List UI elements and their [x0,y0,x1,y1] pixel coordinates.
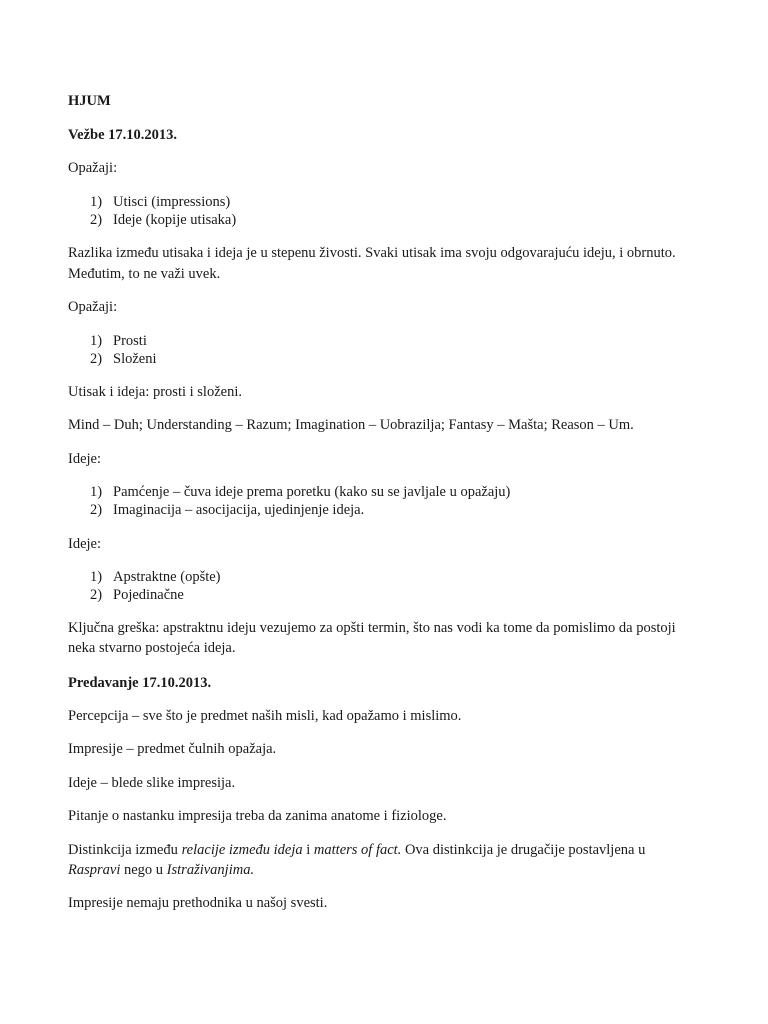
list-text: Apstraktne (opšte) [113,569,221,585]
list-number: 2) [90,587,103,603]
paragraph: Ideje: [68,536,102,552]
list-text: Imaginacija – asocijacija, ujedinjenje ideja. [113,502,365,518]
list-number: 1) [90,569,103,585]
text-run: Distinkcija između [68,842,182,858]
list-item [90,351,157,368]
list-item [90,502,364,519]
list-item [90,569,221,586]
list-number: 2) [90,212,103,228]
section-heading-vezbe: Vežbe 17.10.2013. [68,127,178,143]
paragraph: Razlika između utisaka i ideja je u stepenu živosti. Svaki utisak ima svoju odgovarajuću ideju, i obrnuto. [68,245,676,261]
list-text: Ideje (kopije utisaka) [113,212,237,228]
list-text: Utisci (impressions) [113,194,231,210]
section-heading-predavanje: Predavanje 17.10.2013. [68,675,212,691]
list-item [90,484,510,501]
paragraph: Opažaji: [68,299,118,315]
list-number: 1) [90,194,103,210]
list-item [90,587,184,604]
paragraph: Impresije nemaju prethodnika u našoj svesti. [68,895,328,911]
italic-term: relacije između ideja [181,842,303,858]
paragraph: Mind – Duh; Understanding – Razum; Imagination – Uobrazilja; Fantasy – Mašta; Reason – Um. [68,417,634,433]
list-text: Prosti [113,333,147,349]
list-number: 1) [90,333,103,349]
document-title: HJUM [68,93,111,109]
paragraph: Ideje – blede slike impresija. [68,775,236,791]
paragraph: Utisak i ideja: prosti i složeni. [68,384,242,400]
italic-term: matters of fact. [313,842,402,858]
list-number: 1) [90,484,103,500]
paragraph: Percepcija – sve što je predmet naših misli, kad opažamo i mislimo. [68,708,462,724]
italic-term: Raspravi [68,862,121,878]
paragraph: neka stvarno postojeća ideja. [68,640,236,656]
paragraph: Ključna greška: apstraktnu ideju vezujemo za opšti termin, što nas vodi ka tome da pomislimo da postoji [68,620,676,636]
list-text: Složeni [113,351,157,367]
list-text: Pojedinačne [113,587,184,603]
text-run: nego u [120,862,167,878]
list-item [90,333,147,350]
paragraph [68,862,254,879]
italic-term: Istraživanjima. [166,862,255,878]
paragraph: Ideje: [68,451,102,467]
paragraph [68,842,645,859]
paragraph: Međutim, to ne važi uvek. [68,266,221,282]
list-item [90,212,236,229]
text-run: Ova distinkcija je drugačije postavljena u [401,842,646,858]
list-number: 2) [90,502,103,518]
list-number: 2) [90,351,103,367]
list-text: Pamćenje – čuva ideje prema poretku (kako su se javljale u opažaju) [113,484,511,500]
paragraph: Impresije – predmet čulnih opažaja. [68,741,277,757]
list-item [90,194,230,211]
text-run: i [302,842,314,858]
paragraph: Pitanje o nastanku impresija treba da zanima anatome i fiziologe. [68,808,447,824]
paragraph: Opažaji: [68,160,118,176]
